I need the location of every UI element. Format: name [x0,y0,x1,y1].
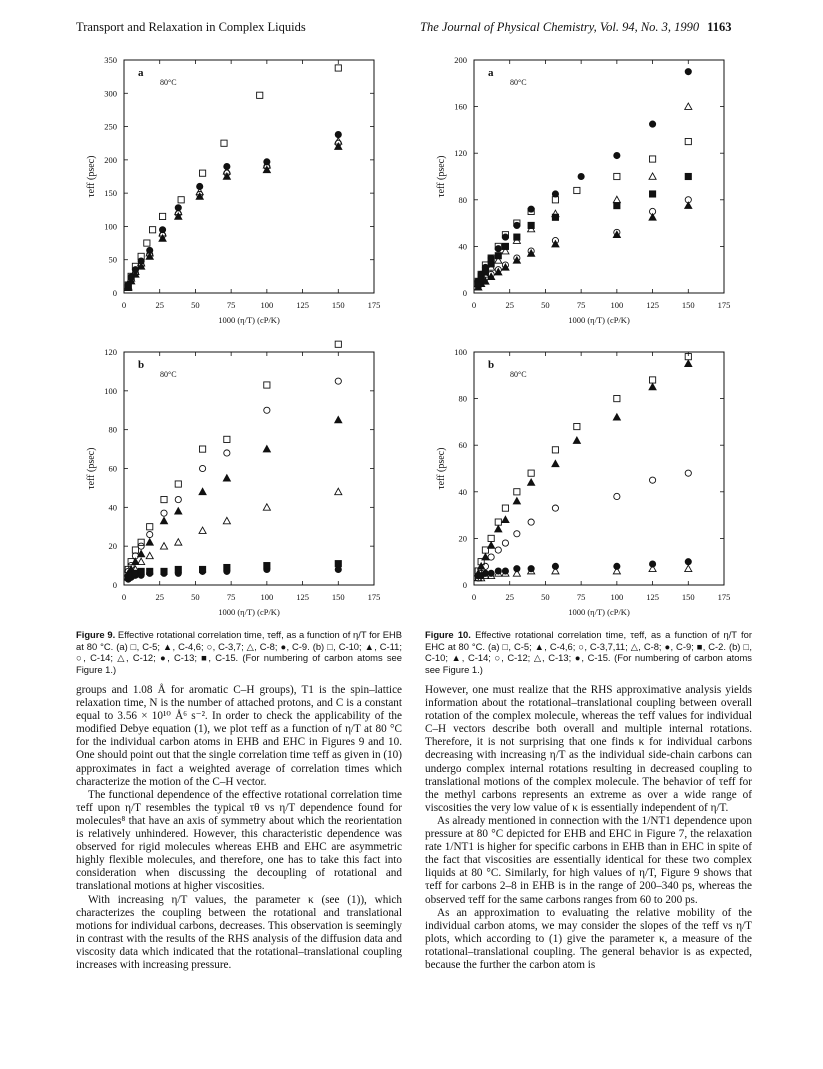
data-point-triangle [335,416,342,422]
x-tick-label: 100 [260,300,274,310]
data-point-circle [578,173,584,179]
data-point-circle-open [335,378,341,384]
x-tick-label: 150 [681,592,695,602]
data-point-circle [528,566,534,572]
series-circle-open [475,470,691,581]
data-point-square [147,568,153,574]
data-point-circle-open [199,465,205,471]
data-point-square-open [514,489,520,495]
x-tick-label: 50 [541,592,550,602]
figure-10-caption [425,629,752,675]
y-tick-label: 40 [458,486,467,497]
data-point-square-open [614,173,620,179]
x-axis-label: 1000 (η/T) (cP/K) [218,315,280,325]
data-point-triangle [199,488,206,494]
data-point-triangle-open [263,504,270,510]
data-point-square [175,566,181,572]
data-point-square-open [264,382,270,388]
x-tick-label: 75 [226,300,236,310]
data-point-circle [197,183,203,189]
data-point-circle-open [685,470,691,476]
data-point-square [161,568,167,574]
x-tick-label: 150 [331,300,345,310]
data-point-triangle [175,508,182,514]
journal-citation [420,20,731,35]
series-triangle-open [475,103,692,286]
data-point-square-open [175,481,181,487]
figure-10-caption-text: Effective rotational correlation time, τeff, as a function of η/T for EHC at 80 °C. (a) □, C-5; ▲, C-4,6; ○, C-3,7,11; △, C-8; ●, C-9; ■, C-2. (b) □, C-10; ▲, C-14; ○, C-12; △, C-13; ●, C-15. (For numbering of carbon atoms see Figure 1.) [425,629,752,675]
series-triangle-open [125,488,342,580]
y-tick-label: 100 [104,221,117,232]
data-point-triangle [513,498,520,504]
temperature-label: 80°C [160,370,177,379]
x-tick-label: 50 [541,300,550,310]
right-paragraph-2: As already mentioned in connection with the 1/NT1 dependence upon pressure at 80 °C depicted for EHB and EHC in Figure 7, the relaxation rate 1/NT1 is higher for specific carbons in EHB than in EHC in spite of the fact that viscosities are essentially identical for these two complex liquids at 80 °C. Similarly, for high values of η/T, Figure 9 shows that τeff for carbons 2–8 in EHB is in the range of 200–340 ps, whereas the observed τeff for the same carbons ranges from 60 to 200 ps. [425,814,752,906]
x-tick-label: 0 [121,592,127,602]
y-tick-label: 60 [458,440,467,451]
data-point-circle [138,258,144,264]
data-point-circle [502,234,508,240]
data-point-square-open [502,505,508,511]
x-tick-label: 100 [610,300,624,310]
data-point-triangle [552,460,559,466]
x-axis-label: 1000 (η/T) (cP/K) [218,607,280,617]
data-point-circle [488,255,494,261]
data-point-circle [335,566,341,572]
data-point-square [614,203,620,209]
figure-9-label: Figure 9. [76,629,116,640]
running-header-title: Transport and Relaxation in Complex Liquids [76,20,306,34]
data-point-triangle [488,542,495,548]
temperature-label: 80°C [510,370,527,379]
data-point-circle [614,152,620,158]
x-tick-label: 150 [681,300,695,310]
x-tick-label: 50 [191,592,200,602]
data-point-square [478,276,484,282]
left-paragraph-3: With increasing η/T values, the parameter κ (see (1)), which characterizes the coupling between the rotational and translational motions for individual carbons, decreases. This observation is seemingly in contrast with the results of the RHS analysis of the diffusion data and viscosity data which indicated that the rotational–translational coupling increases with increasing pressure. [76,893,402,971]
right-body-column [425,684,752,972]
y-tick-label: 60 [108,463,117,474]
data-point-square-open [552,197,558,203]
data-point-circle [495,568,501,574]
temperature-label: 80°C [510,78,527,87]
x-tick-label: 0 [471,592,477,602]
y-tick-label: 120 [104,347,117,357]
data-point-triangle-open [175,539,182,545]
data-point-triangle-open [223,517,230,523]
data-point-square [335,561,341,567]
y-tick-label: 20 [458,533,467,544]
data-point-square-open [649,156,655,162]
data-point-square [685,173,691,179]
y-tick-label: 80 [458,393,467,404]
x-tick-label: 175 [367,592,381,602]
panel-label: b [138,359,145,371]
data-point-square [488,261,494,267]
data-point-circle-open [614,493,620,499]
data-point-square [649,191,655,197]
data-point-square-open [574,423,580,429]
x-axis-label: 1000 (η/T) (cP/K) [568,607,630,617]
plot-frame [124,352,374,585]
data-point-circle [552,191,558,197]
y-tick-label: 100 [104,385,117,396]
y-tick-label: 40 [108,502,117,513]
data-point-triangle-open [335,488,342,494]
data-point-circle [514,566,520,572]
y-tick-label: 0 [462,580,467,590]
data-point-triangle [263,446,270,452]
data-point-triangle [573,437,580,443]
data-point-circle [502,568,508,574]
panel-label: a [138,67,144,79]
plot-frame [474,352,724,585]
data-point-square-open [488,535,494,541]
x-tick-label: 75 [576,592,586,602]
data-point-square [502,243,508,249]
data-point-triangle-open [613,196,620,202]
series-square-open [125,341,341,572]
data-point-square [138,568,144,574]
x-tick-label: 25 [505,300,514,310]
data-point-circle [488,570,494,576]
figure-10-label: Figure 10. [425,629,471,640]
data-point-circle [264,159,270,165]
data-point-square [528,222,534,228]
data-point-circle [649,561,655,567]
panel-label: a [488,67,494,79]
data-point-square [199,566,205,572]
data-point-square-open [221,140,227,146]
data-point-circle [147,247,153,253]
data-point-circle-open [649,477,655,483]
data-point-square-open [147,524,153,530]
data-point-circle-open [147,531,153,537]
data-point-circle-open [264,407,270,413]
y-tick-label: 40 [458,241,467,252]
temperature-label: 80°C [160,78,177,87]
data-point-circle-open [552,505,558,511]
x-tick-label: 175 [367,300,381,310]
data-point-triangle-open [685,103,692,109]
data-point-square-open [335,65,341,71]
journal-name: The Journal of Physical Chemistry, Vol. 94, No. 3, 1990 [420,20,700,34]
x-tick-label: 0 [471,300,477,310]
data-point-square-open [199,170,205,176]
x-tick-label: 75 [226,592,236,602]
left-body-column [76,684,402,972]
data-point-triangle-open [160,543,167,549]
series-triangle-open [125,138,342,290]
y-axis-label: τeff (psec) [436,155,447,198]
y-tick-label: 300 [104,88,117,99]
figure-9-caption-text: Effective rotational correlation time, τeff, as a function of η/T for EHB at 80 °C. (a) □, C-5; ▲, C-4,6; ○, C-3,7; △, C-8; ●, C-9. (b) □, C-10; ▲, C-11; ○, C-14; △, C-12; ●, C-13; ■, C-15. (For numbering of carbon atoms see Figure 1.) [76,629,402,675]
data-point-square-open [574,187,580,193]
series-triangle [125,143,342,291]
y-tick-label: 50 [108,254,117,265]
data-point-square-open [159,213,165,219]
series-square-open [125,65,341,288]
data-point-circle [685,69,691,75]
figure-9b-chart [78,340,400,630]
x-tick-label: 25 [155,592,164,602]
x-tick-label: 175 [717,300,731,310]
series-circle-open [125,140,341,290]
data-point-triangle-open [649,173,656,179]
data-point-square [264,562,270,568]
data-point-square-open [224,436,230,442]
data-point-circle [132,267,138,273]
data-point-triangle-open [199,527,206,533]
series-circle [125,131,341,288]
series-triangle [125,416,342,576]
x-tick-label: 150 [331,592,345,602]
y-tick-label: 0 [112,580,117,590]
x-tick-label: 175 [717,592,731,602]
series-square [125,561,341,581]
data-point-square-open [552,447,558,453]
page-number: 1163 [707,20,732,34]
data-point-square [224,564,230,570]
y-tick-label: 0 [112,288,117,298]
data-point-circle [685,559,691,565]
data-point-triangle [146,539,153,545]
figure-9a-chart [78,48,400,338]
y-tick-label: 350 [104,55,117,65]
data-point-square-open [178,197,184,203]
data-point-triangle [160,517,167,523]
data-point-circle [125,282,131,288]
data-point-triangle [495,526,502,532]
data-point-triangle [528,479,535,485]
data-point-triangle [613,414,620,420]
left-paragraph-2: The functional dependence of the effective rotational correlation time τeff upon η/T resembles the typical τθ vs η/T dependence found for molecules⁸ that have an axis of symmetry about which the reorientation is relatively unhindered. However, this characteristic dependence was observed for rigid molecules whereas EHB and EHC are asymmetric highly flexible molecules, and therefore, one has to take this fact into consideration when discussing the decoupling of rotational and translational motions at higher viscosities. [76,788,402,893]
y-tick-label: 200 [454,55,467,65]
x-tick-label: 100 [260,592,274,602]
data-point-square [482,269,488,275]
y-axis-label: τeff (psec) [436,447,447,490]
data-point-circle-open [161,510,167,516]
x-tick-label: 125 [646,592,659,602]
data-point-circle [175,205,181,211]
data-point-circle [224,163,230,169]
x-axis-label: 1000 (η/T) (cP/K) [568,315,630,325]
data-point-square-open [614,396,620,402]
y-axis-label: τeff (psec) [86,155,97,198]
data-point-square-open [495,519,501,525]
data-point-circle [649,121,655,127]
data-point-circle-open [514,531,520,537]
figure-10a-chart [428,48,750,338]
x-tick-label: 75 [576,300,586,310]
y-axis-label: τeff (psec) [86,447,97,490]
data-point-circle [495,246,501,252]
y-tick-label: 160 [454,101,467,112]
data-point-circle [552,563,558,569]
data-point-square-open [161,496,167,502]
panel-label: b [488,359,495,371]
data-point-square [495,253,501,259]
data-point-triangle-open [146,552,153,558]
x-tick-label: 125 [296,592,309,602]
x-tick-label: 25 [505,592,514,602]
figure-10b-chart [428,340,750,630]
y-tick-label: 80 [458,194,467,205]
x-tick-label: 125 [646,300,659,310]
y-tick-label: 80 [108,424,117,435]
x-tick-label: 100 [610,592,624,602]
series-triangle [475,360,692,576]
data-point-triangle [685,360,692,366]
data-point-circle-open [224,450,230,456]
x-tick-label: 50 [191,300,200,310]
right-paragraph-1: However, one must realize that the RHS approximative analysis yields information about the rotational–translational coupling between overall rotation of the complex molecule, whereas the τeff values for individual C–H vectors describe both overall and multiple internal rotations. Therefore, it is not surprising that one finds κ for individual carbons decreasing with increasing η/T as the individual side-chain carbons can undergo complex internal rotations resulting in decreased coupling to translational motions of the complex molecule. The behavior of τeff for the methyl carbons represents an extreme as over a wide range of viscosities the very low value of κ is essentially independent of η/T. [425,684,752,814]
data-point-square-open [199,446,205,452]
data-point-circle [528,206,534,212]
y-tick-label: 0 [462,288,467,298]
right-paragraph-3: As an approximation to evaluating the relative mobility of the individual carbon atoms, we may consider the slopes of the τeff vs η/T plots, which according to (1) give the parameter κ, a measure of the rotational–translational coupling. The general behavior is as expected, because the further the carbon atom is [425,906,752,971]
data-point-circle-open [175,496,181,502]
data-point-circle [614,563,620,569]
data-point-triangle [223,475,230,481]
data-point-circle [514,222,520,228]
data-point-circle-open [488,554,494,560]
y-tick-label: 100 [454,347,467,357]
data-point-triangle [649,383,656,389]
data-point-circle [335,131,341,137]
data-point-square-open [335,341,341,347]
x-tick-label: 0 [121,300,127,310]
y-tick-label: 20 [108,541,117,552]
data-point-square-open [257,92,263,98]
x-tick-label: 25 [155,300,164,310]
data-point-circle-open [138,543,144,549]
y-tick-label: 200 [104,154,117,165]
series-circle [125,566,341,582]
data-point-square [552,214,558,220]
data-point-square-open [649,377,655,383]
data-point-triangle [502,516,509,522]
plot-frame [124,60,374,293]
data-point-circle-open [495,547,501,553]
data-point-circle-open [502,540,508,546]
data-point-square-open [132,547,138,553]
data-point-square [514,234,520,240]
y-tick-label: 250 [104,121,117,132]
data-point-circle [159,227,165,233]
data-point-circle-open [528,519,534,525]
data-point-square-open [144,240,150,246]
series-circle-open [125,378,341,574]
left-paragraph-1: groups and 1.08 Å for aromatic C–H groups), T1 is the spin–lattice relaxation time, N is the number of attached protons, and C is a constant equal to 3.56 × 10¹⁰ Å⁶ s⁻². In order to check the applicability of the modified Debye equation (1), we plot τeff as a function of η/T at 80 °C for the individual carbon atoms in EHB and EHC in Figures 9 and 10. One should point out that the single correlation time τeff as given in (10) approximates in fact a weighted average of correlation times which characterize the motion of the C–H vector. [76,684,402,788]
x-tick-label: 125 [296,300,309,310]
data-point-square-open [685,138,691,144]
data-point-square-open [528,470,534,476]
data-point-circle [128,274,134,280]
y-tick-label: 120 [454,148,467,159]
data-point-triangle-open [685,565,692,571]
y-tick-label: 150 [104,188,117,199]
figure-9-caption [76,629,402,675]
data-point-square-open [149,227,155,233]
